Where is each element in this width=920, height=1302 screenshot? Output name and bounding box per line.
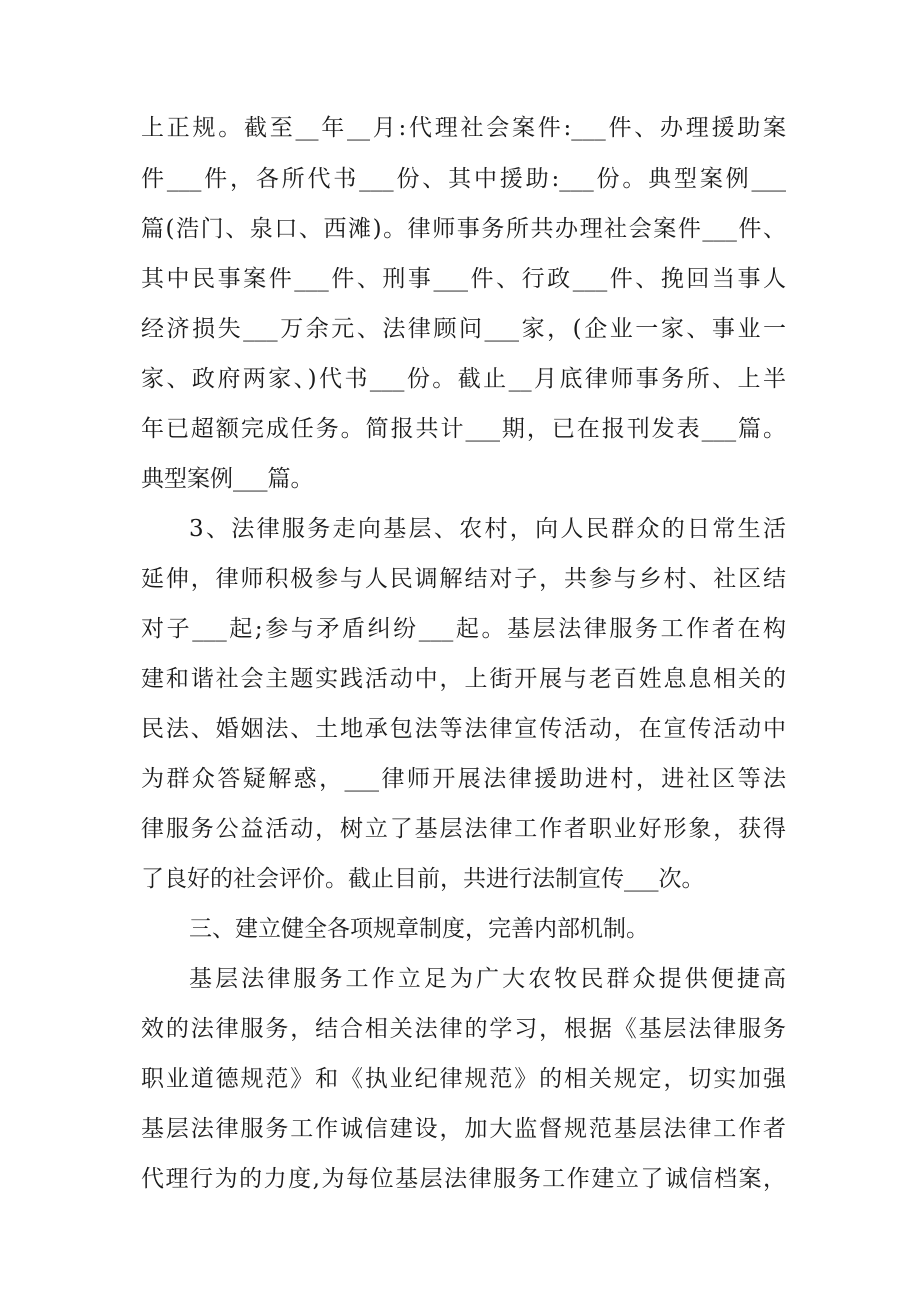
text-line: 了良好的社会评价。截止目前，共进行法制宣传___次。 [141,866,705,892]
text-line: 对子___起;参与矛盾纠纷___起。基层法律服务工作者在构 [141,616,786,642]
text-line: 年已超额完成任务。简报共计___期，已在报刊发表___篇。 [141,416,786,442]
text-line: 件___件，各所代书___份、其中援助:___份。典型案例___ [141,166,786,192]
text-line: 经济损失___万余元、法律顾问___家，(企业一家、事业一 [141,316,786,342]
text-line: 为群众答疑解惑，___律师开展法律援助进村，进社区等法 [141,766,786,792]
text-line: 典型案例___篇。 [141,466,314,492]
text-line: 家、政府两家、)代书___份。截止__月底律师事务所、上半 [141,366,786,392]
text-line: 篇(浩门、泉口、西滩)。律师事务所共办理社会案件___件、 [141,216,786,242]
text-line: 建和谐社会主题实践活动中，上街开展与老百姓息息相关的 [141,666,786,692]
text-line: 律服务公益活动，树立了基层法律工作者职业好形象，获得 [141,816,786,842]
text-line: 其中民事案件___件、刑事___件、行政___件、挽回当事人 [141,266,786,292]
text-line: 基层法律服务工作诚信建设，加大监督规范基层法律工作者 [141,1116,786,1142]
text-line: 效的法律服务，结合相关法律的学习，根据《基层法律服务 [141,1016,786,1042]
text-line: 代理行为的力度,为每位基层法律服务工作建立了诚信档案， [141,1166,786,1192]
text-line: 民法、婚姻法、土地承包法等法律宣传活动，在宣传活动中 [141,716,786,742]
paragraph-first-line: 基层法律服务工作立足为广大农牧民群众提供便捷高 [189,966,786,992]
paragraph-first-line: 3、法律服务走向基层、农村，向人民群众的日常生活 [189,516,786,542]
text-line: 延伸，律师积极参与人民调解结对子，共参与乡村、社区结 [141,566,786,592]
text-line: 上正规。截至__年__月:代理社会案件:___件、办理援助案 [141,115,786,141]
section-heading: 三、建立健全各项规章制度，完善内部机制。 [189,916,649,942]
text-line: 职业道德规范》和《执业纪律规范》的相关规定，切实加强 [141,1066,786,1092]
